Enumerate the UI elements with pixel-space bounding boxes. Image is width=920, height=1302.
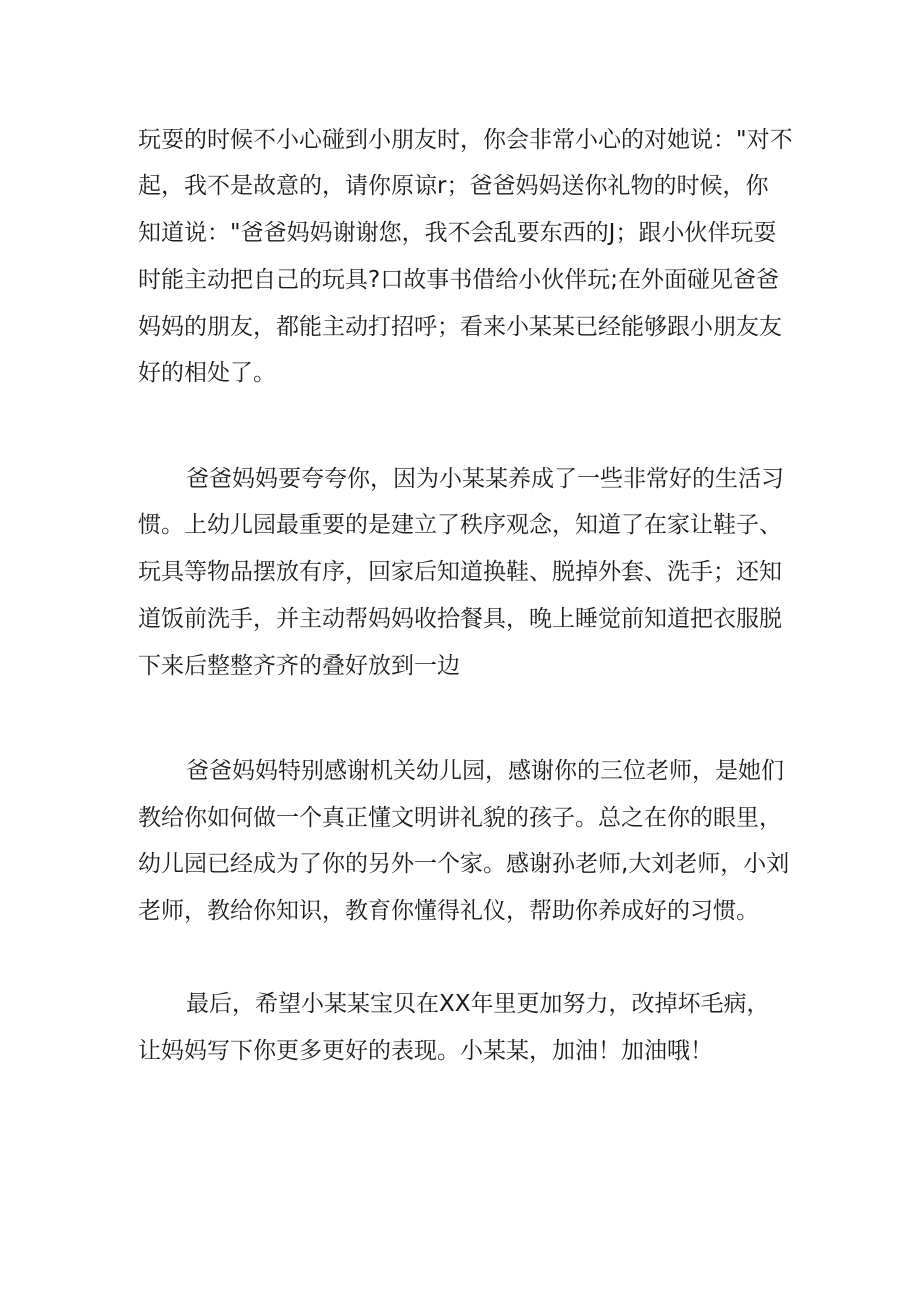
paragraph-2-line-2: 惯。上幼儿园最重要的是建立了秩序观念，知道了在家让鞋子、 — [138, 512, 782, 538]
paragraph-4-line-2: 让妈妈写下你更多更好的表现。小某某，加油！加油哦！ — [138, 1038, 713, 1064]
paragraph-2-line-1: 爸爸妈妈要夸夸你，因为小某某养成了一些非常好的生活习 — [186, 466, 784, 492]
paragraph-1-line-5: 妈妈的朋友，都能主动打招呼；看来小某某已经能够跟小朋友友 — [138, 314, 782, 340]
paragraph-1-line-1: 玩耍的时候不小心碰到小朋友时，你会非常小心的对她说："对不 — [138, 127, 793, 153]
paragraph-2-line-3: 玩具等物品摆放有序，回家后知道换鞋、脱掉外套、洗手；还知 — [138, 559, 782, 585]
paragraph-2-line-5: 下来后整整齐齐的叠好放到一边 — [138, 653, 460, 679]
paragraph-1-line-2: 起，我不是故意的，请你原谅r；爸爸妈妈送你礼物的时候，你 — [138, 173, 769, 199]
paragraph-3-line-4: 老师，教给你知识，教育你懂得礼仪，帮助你养成好的习惯。 — [138, 898, 759, 924]
paragraph-2-line-4: 道饭前洗手，并主动帮妈妈收拾餐具，晚上睡觉前知道把衣服脱 — [138, 606, 782, 632]
paragraph-1-line-4: 时能主动把自己的玩具?口故事书借给小伙伴玩;在外面碰见爸爸 — [138, 267, 779, 293]
paragraph-1-line-3: 知道说："爸爸妈妈谢谢您，我不会乱要东西的J；跟小伙伴玩耍 — [138, 220, 777, 246]
paragraph-4-line-1: 最后，希望小某某宝贝在XX年里更加努力，改掉坏毛病， — [186, 991, 770, 1017]
paragraph-3-line-1: 爸爸妈妈特别感谢机关幼儿园，感谢你的三位老师，是她们 — [186, 758, 784, 784]
paragraph-3-line-2: 教给你如何做一个真正懂文明讲礼貌的孩子。总之在你的眼里， — [138, 805, 782, 831]
paragraph-1-line-6: 好的相处了。 — [138, 360, 276, 386]
paragraph-3-line-3: 幼儿园已经成为了你的另外一个家。感谢孙老师,大刘老师，小刘 — [138, 851, 790, 877]
